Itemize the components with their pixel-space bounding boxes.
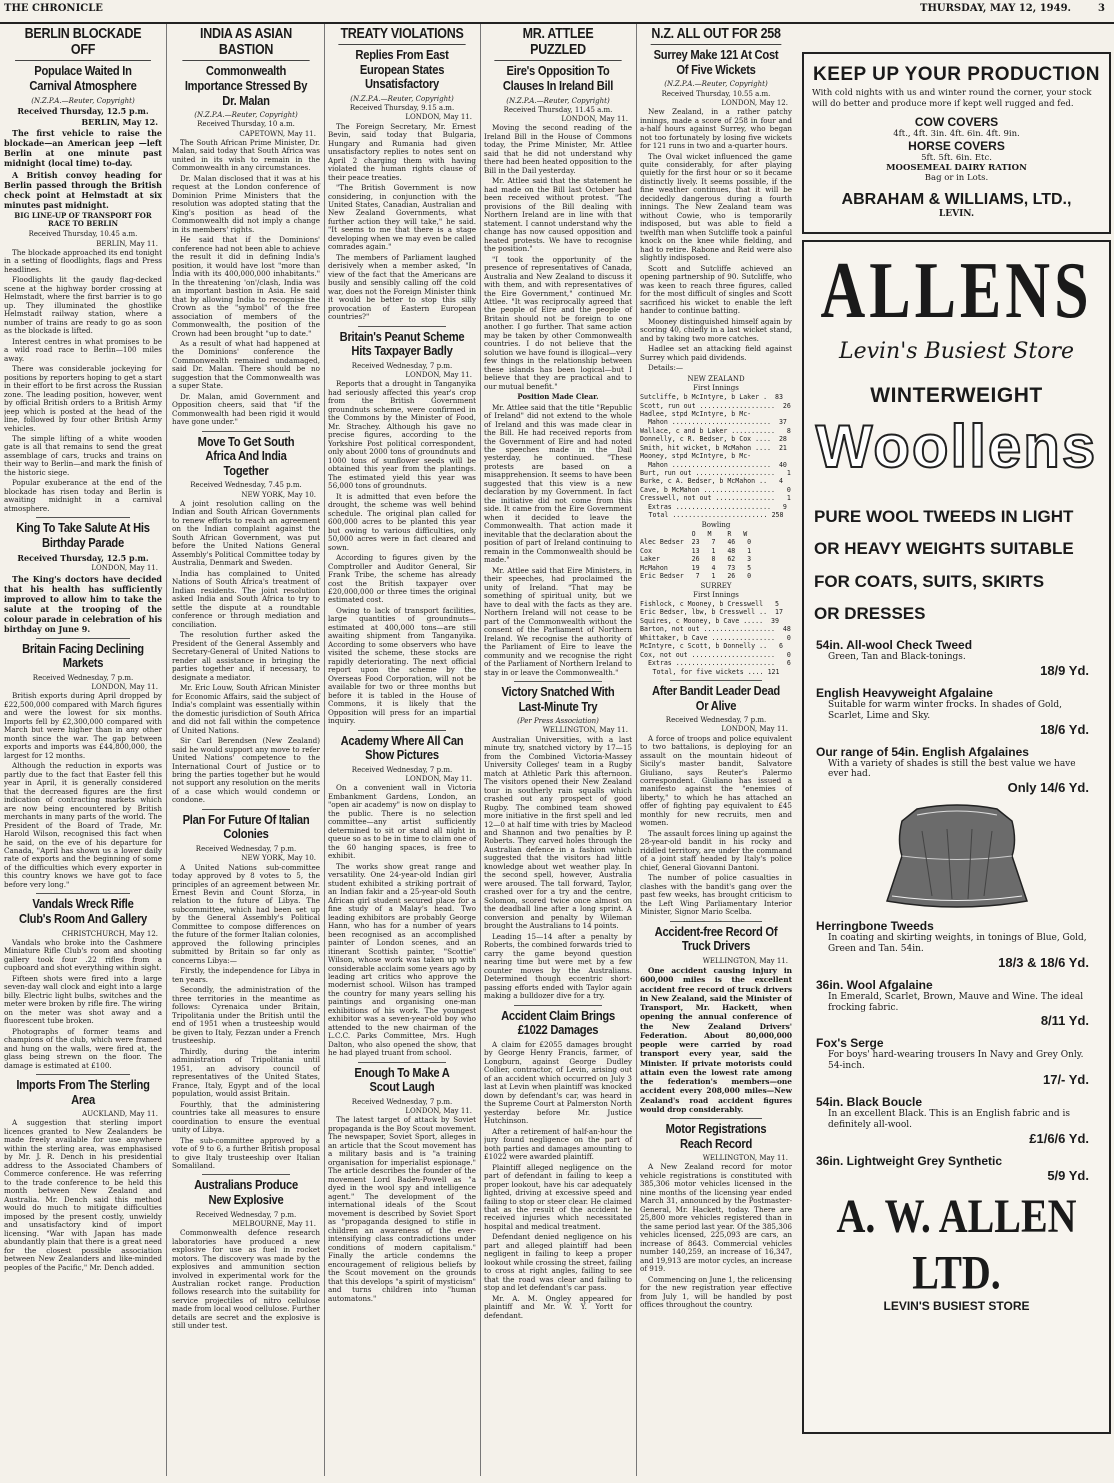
paragraph: He said that if the Dominions' conference had not been able to achieve the result it did in defining India's position, it would have lost "more than India with its 400,000,000 inhabitants." In the threatening 'on'/clash, India was an important bastion in Asia. He said that by allowing India to recognise the Crown as the "symbol" of the free association of members of the Commonwealth, the position of the Crown had been brought "up to date." xyxy=(172,235,320,338)
scorecard-nz: Sutcliffe, b McIntyre, b Laker . 83 Scott, run out ................... 26 Hadlee, stpd McIntyre, b Mc- Mahon ......................... 37 Wallace, c and b Laker ........... 8 Donnelly, c R. Bedser, b Cox .... 28 Smith, hit wicket, b McMahon .... 21 Mooney, stpd McIntyre, b Mc- Mahon ......................... 40 Burt, run out .................... 1 Burke, c A. Bedser, b McMahon .. 4 Cave, b McMahon .................. 0 Cresswell, not out ............... 1 Extras ........................ 9 xyxy=(640,393,791,511)
advertiser-town: LEVIN. xyxy=(938,209,975,220)
paper-name: THE CHRONICLE xyxy=(4,3,103,14)
column-2 xyxy=(172,24,325,1476)
dateline: (N.Z.P.A.—Reuter, Copyright) xyxy=(194,111,298,120)
paragraph: The members of Parliament laughed derisively when a member asked, "In view of the fact that the Americans are busily and sensibly calling off the cold war, does not the Foreign Minister think it would be better to stop this silly provocation of Eastern European countries?" xyxy=(328,252,476,322)
promo-line: FOR COATS, SUITS, SKIRTS xyxy=(814,571,1045,591)
item-price: 5/9 Yd. xyxy=(1047,1167,1089,1183)
headline: King To Take Salute At His Birthday Parade xyxy=(16,520,150,550)
received: Received Wednesday, 7 p.m. xyxy=(195,845,297,854)
received: Received Thursday, 12.5 p.m. xyxy=(17,553,149,564)
kicker: TREATY VIOLATIONS xyxy=(338,26,465,45)
paragraph: After a retirement of half-an-hour the jury found negligence on the part of both parties and damages amounting to £1022 were awarded plaintiff. xyxy=(484,1126,632,1162)
column-1 xyxy=(4,24,167,1476)
headline: Surrey Make 121 At Cost Of Five Wickets xyxy=(653,47,779,77)
advert-abraham-williams xyxy=(802,52,1111,234)
item xyxy=(804,686,1109,737)
received: Received Thursday, 10.45 a.m. xyxy=(28,230,138,239)
article-motor-registrations xyxy=(640,1122,792,1310)
promo-line: PURE WOOL TWEEDS IN LIGHT xyxy=(814,507,1074,526)
paragraph: One accident causing injury in 600,000 miles is the excellent accident free record of truck drivers in New Zealand, said the Minister of Transport, Mr. Hackett, when opening the annual conference of the New Zealand Drivers' Federation. About 80,000,000 people were carried by road transport every year, said the Minister. If private motorists could attain even the lowest rate among the federation's members—one accident every 208,000 miles—New Zealand's road accident figures would drop considerably. xyxy=(640,966,792,1114)
paragraph: Plaintiff alleged negligence on the part of defendant in failing to keep a proper lookout, have his car adequately lighted, driving at excessive speed and failing to stop or steer clear. He claimed that as the result of the accident he received injuries which necessitated hospital and medical treatment. xyxy=(484,1162,632,1231)
divider xyxy=(202,431,291,432)
paragraph: The latest target of attack by Soviet propaganda is the Boy Scout movement. The newspaper, Soviet Sport, alleges in an article that the Scout movement has a military basis and is "a training organisation for imperialist espionage." The article describes the founder of the movement Lord Baden-Powell as "a dyed in the wool spy and intelligence agent." The development of the international ideals of the Scout movement is described by Soviet Sport as "propaganda designed to stifle in children an awareness of the ever-intensifying class contradictions under conditions of modern capitalism." Finally the article condemns the encouragement of religious beliefs by the Scout movement on the grounds that this develops "a spirit of mysticism" and turns children into "human automatons." xyxy=(328,1115,476,1303)
item-desc: Green, Tan and Black-tonings. xyxy=(828,652,966,663)
item-price: 17/- Yd. xyxy=(1042,1071,1089,1087)
article-italian-colonies xyxy=(172,813,320,1171)
paragraph: The resolution further asked the President of the General Assembly and Secretary-General of United Nations to render all assistance in bringing the parties together and, if necessary, to designate a mediator. xyxy=(172,630,320,682)
paragraph: On a convenient wall in Victoria Embankment Gardens, London, an "open air academy" is now on display to the public. There is no selection committee—any artist sufficiently determined to sit or stand all night in queue so as to be in time to claim one of the 60 hanging spaces, is free to exhibit. xyxy=(328,783,476,861)
paragraph: The number of police casualties in clashes with the bandit's gang over the past few weeks, has brought criticism to the Left Wing Parliamentary Interior Minister, Signor Mario Scelba. xyxy=(640,873,792,917)
paragraph: According to figures given by the Comptroller and Auditor General, Sir Frank Tribe, the scheme has already cost the British taxpayer over £20,000,000 or three times the original estimated cost. xyxy=(328,553,476,605)
paragraph: The King's doctors have decided that his health has sufficiently improved to allow him to take the salute at the trooping of the colour parade in celebration of his birthday on June 9. xyxy=(4,573,162,634)
article-cricket xyxy=(640,26,792,676)
paragraph: Interest centres in what promises to be a wild road race to Berlin—100 miles away. xyxy=(4,336,162,363)
article-berlin-blockade xyxy=(4,26,162,513)
divider xyxy=(358,730,447,731)
location: LONDON, May 11. xyxy=(561,115,628,124)
kicker: MR. ATTLEE PUZZLED xyxy=(494,26,621,61)
brand-logo: ALLENS xyxy=(820,246,1093,336)
article-last-minute-try xyxy=(484,685,632,1001)
paragraph: Dr. Malan, amid Government and Opposition cheers, said that "if the Commonwealth had been rigid it would have gone under." xyxy=(172,391,320,427)
headline: Plan For Future Of Italian Colonies xyxy=(182,811,310,842)
paragraph: A claim for £2055 damages brought by George Henry Francis, farmer, of Longburn, against George Dudley Collier, contractor, of Levin, arising out of an accident which occurred on July 3 last at Levin when plaintiff was knocked down by defendant's car, was heard in the Supreme Court at Palmerston North yesterday before Mr. Justice Hutchinson. xyxy=(484,1039,632,1126)
item-price: 18/9 Yd. xyxy=(1040,662,1089,678)
paragraph: The simple lifting of a white wooden gate is all that remains to send the great assemblage of cars, trucks and trains on their way to Berlin—and mark the finish of the historic siege. xyxy=(4,433,162,477)
dateline: (Per Press Association) xyxy=(517,717,599,726)
received: Received Thursday, 9.15 a.m. xyxy=(349,104,455,113)
paragraph: The assault forces lining up against the 28-year-old bandit in his rocky and riddled territory, are under the command of a joint staff headed by Italy's police chief, General Giovanni Dantoni. xyxy=(640,828,792,872)
item-desc: Suitable for warm winter frocks. In shades of Gold, Scarlet, Lime and Sky. xyxy=(828,699,1062,721)
received: Received Wednesday, 7 p.m. xyxy=(351,361,453,370)
item-price: 8/11 Yd. xyxy=(1040,1013,1089,1029)
promo-woollens: Woollens xyxy=(815,413,1098,480)
team-title: SURREY xyxy=(700,581,732,590)
page-number: 3 xyxy=(1098,3,1105,14)
article-sterling-imports xyxy=(4,1078,162,1272)
paragraph: Photographs of former teams and champions of the club, which were framed and hung on the walls, were fired at, the glass being strewn on the floor. The damage is estimated at £100. xyxy=(4,1026,162,1070)
headline: Eire's Opposition To Clauses In Ireland Bill xyxy=(502,63,614,94)
paragraph: Vandals who broke into the Cashmere Miniature Rifle Club's room and shooting gallery took four .22 rifles from a cupboard and shot everything within sight. xyxy=(4,937,162,973)
item-price: 18/6 Yd. xyxy=(1040,721,1089,737)
paragraph: Mr. Attlee said that the title "Republic of Ireland" did not extend to the whole of Ireland and this was made clear in the Bill. He had received reports from the Government of Eire and had noted the speeches made in the Dail yesterday, he continued. "These protests are based on a misapprehension. It seems to have been suggested that this view is a new declaration by my Government. In fact the initiative did not come from this side. It came from the Eire Government when it decided to leave the Commonwealth. That action made it inevitable that the declaration about the position of part of Ireland continuing to remain in the Commonwealth should be made." xyxy=(484,402,632,565)
location: WELLINGTON, May 11. xyxy=(702,956,788,965)
headline: Accident Claim Brings £1022 Damages xyxy=(501,1007,615,1038)
cow-cover-sizes: 4ft., 4ft. 3in. 4ft. 6in. 4ft. 9in. xyxy=(893,129,1020,140)
location: LONDON, May 11. xyxy=(405,371,472,380)
article-rifle-club xyxy=(4,897,162,1070)
paragraph: Secondly, the administration of the three territories in the meantime as follows: Cyrenaica under Britain, Tripolitania under the British until the end of 1951 when a trusteeship would be given to Italy, Fezzan under a French trusteeship. xyxy=(172,985,320,1046)
headline: Move To Get South Africa And India Together xyxy=(197,433,295,478)
item-name: 54in. Black Boucle xyxy=(816,1094,923,1109)
location: BERLIN, May 11. xyxy=(96,239,158,248)
article-accident-claim xyxy=(484,1009,632,1321)
headline: Commonwealth Importance Stressed By Dr. Malan xyxy=(184,63,308,108)
article-malan xyxy=(172,26,320,427)
item-name: 36in. Lightweight Grey Synthetic xyxy=(816,1153,1003,1168)
divider xyxy=(670,680,761,681)
brand-tagline: Levin's Busiest Store xyxy=(838,339,1075,364)
item xyxy=(804,1036,1109,1087)
item xyxy=(804,745,1109,796)
received: Received Wednesday, 7 p.m. xyxy=(351,1097,453,1106)
kicker: INDIA AS ASIAN BASTION xyxy=(182,26,309,61)
received: Received Wednesday, 7 p.m. xyxy=(665,716,767,725)
location: WELLINGTON, May 11. xyxy=(702,1154,788,1163)
advert-headline: KEEP UP YOUR PRODUCTION xyxy=(812,64,1101,85)
item-name: Our range of 54in. English Afgalaines xyxy=(816,744,1029,759)
section-subhead: Position Made Clear. xyxy=(517,392,599,402)
headline: Enough To Make A Scout Laugh xyxy=(354,1064,450,1095)
issue-date: THURSDAY, MAY 12, 1949. xyxy=(920,3,1072,14)
paragraph: Hadlee set an attacking field against Surrey which paid dividends. xyxy=(640,344,792,362)
fabric-illustration xyxy=(862,801,1052,911)
article-academy xyxy=(328,734,476,1058)
advert-body: With cold nights with us and winter round the corner, your stock will do better and produce more if kept well rugged and fed. xyxy=(812,88,1092,109)
received: Received Thursday, 11.45 a.m. xyxy=(503,105,613,114)
paragraph: Leading 15—14 after a penalty by Roberts, the combined forwards tried to carry the game beyond question nearing time but were met by a few counter moves by the Australians. Determined though eccentric short-passing efforts ended with Taylor again making a bulldozer dive for a try. xyxy=(484,931,632,1001)
received: Received Wednesday, 7 p.m. xyxy=(32,673,134,682)
paragraph: Thirdly, during the interim administration of Tripolitania until 1951, an advisory council of representatives of the United States, France, Italy, Egypt and of the local population, would assist Britain. xyxy=(172,1046,320,1099)
paragraph: "I took the opportunity of the presence of representatives of Canada, Australia and New Zealand to discuss it with them, and with representatives of the Eire Government," continued Mr. Attlee. "It was reciprocally agreed that the people of Eire and the people of Britain should not be foreign to one another. I go further. That same action may be taken by other Commonwealth countries. I do not believe that the solution we have found is illogical—very few things in the relationship between these islands has been logical—but I believe that they are practical and to our mutual benefit." xyxy=(484,254,632,391)
item-price: Only 14/6 Yd. xyxy=(1007,780,1089,796)
column-4 xyxy=(484,24,637,1476)
paragraph: A British convoy heading for Berlin passed through the British check point at Helmstadt at six minutes past midnight. xyxy=(4,169,162,210)
item-price: 18/3 & 18/6 Yd. xyxy=(998,954,1089,970)
paragraph: Commencing on June 1, the relicensing for the new registration year effective from July 1, will be handled by post offices throughout the country. xyxy=(640,1274,792,1310)
paragraph: Dr. Malan disclosed that it was at his request at the London conference of Dominion Prime Ministers that the resolution was adopted stating that the King's position as head of the Commonwealth did not imply a change in its members' rights. xyxy=(172,173,320,234)
paragraph: New Zealand, in a rather patchy innings, made a score of 258 in four and a-half hours against Surrey, who began not too fortunately by losing five wickets for 121 runs in two and a-quarter hours. xyxy=(640,107,792,151)
bowling-table: O M R W Alec Bedser 23 7 46 0 Cox 13 1 48 1 Laker 26 8 62 3 McMahon 19 4 73 5 Eric Bedser 7 1 26 0 xyxy=(640,529,752,581)
location: NEW YORK, May 10. xyxy=(241,490,316,499)
headline: Britain's Peanut Scheme Hits Taxpayer Badly xyxy=(339,328,465,359)
item-desc: For boys' hard-wearing trousers In Navy and Grey Only. 54-inch. xyxy=(828,1050,1084,1072)
paragraph: Firstly, the independence for Libya in ten years. xyxy=(172,966,320,984)
divider xyxy=(202,1174,291,1175)
received: Received Wednesday, 7 p.m. xyxy=(351,765,453,774)
divider xyxy=(670,1118,761,1119)
article-peanut-scheme xyxy=(328,330,476,726)
paragraph: Floodlights lit the gaudy flag-decked scene at the highway border crossing at Helmstadt, where the first barrier is to go up. They illuminated the ghostlike Helmstadt railway station, where a number of trains are ready to go as soon as the blockade is lifted. xyxy=(4,275,162,336)
location: LONDON, May 11. xyxy=(405,113,472,122)
item-price: £1/6/6 Yd. xyxy=(1029,1130,1089,1146)
location: WELLINGTON, May 11. xyxy=(542,726,628,735)
headline: Accident-free Record Of Truck Drivers xyxy=(654,923,778,954)
divider xyxy=(358,326,447,327)
paragraph: A force of troops and police equivalent to two battalions, is deploying for an assault on the mountain hideout of Sicily's master bandit, Salvatore Giuliano, says Reuter's Palermo correspondent. Giuliano has issued a manifesto against the "enemies of liberty," to which he has attached an offer of fighting pay equivalent to £45 monthly for new recruits, men and women. xyxy=(640,733,792,828)
item-name: Fox's Serge xyxy=(816,1036,884,1051)
item xyxy=(804,978,1109,1029)
paragraph: Moving the second reading of the Ireland Bill in the House of Commons today, the Prime Minister, Mr. Attlee said that he did not understand why there had been heated opposition to the Bill in the Dail yesterday. xyxy=(484,123,632,175)
article-truck-drivers xyxy=(640,925,792,1114)
item-desc: In Emerald, Scarlet, Brown, Mauve and Wine. The ideal frocking fabric. xyxy=(828,991,1084,1013)
advert-allens xyxy=(802,240,1111,1434)
paragraph: Although the reduction in exports was partly due to the fact that Easter fell this year in April, it is generally considered that the decreased figures are the first indication of contracting markets which are now being encountered by British merchants in many parts of the world. The President of the Board of Trade, Mr. Harold Wilson, recognised this fact when he said, on the eve of his departure for Canada, "April has shown us a lower daily rate of exports and the beginning of some of the difficulties which every exporter in this country knows we have got to face before very long." xyxy=(4,761,162,889)
location: AUCKLAND, May 11. xyxy=(82,1110,158,1119)
advertiser-name: ABRAHAM & WILLIAMS, LTD., xyxy=(841,191,1072,209)
promo-title: WINTERWEIGHT xyxy=(870,384,1043,407)
paragraph: A United Nations sub-committee today approved by 8 votes to 5, the principles of an agreement between Mr. Ernest Bevin and Count Sforza, in relation to the future of Libya. The subcommittee, which had been set up by the General Assembly's Political Committee to compose differences on the future of the former Italian colonies, approved the following principles submitted by Britain so far only as concerns Libya:— xyxy=(172,862,320,965)
received: Received Wednesday, 7 p.m. xyxy=(195,1210,297,1219)
item-name: English Heavyweight Afgalaine xyxy=(816,685,993,700)
paragraph: Mr. Eric Louw, South African Minister for Economic Affairs, said the subject of India's complaint was essentially within the domestic jurisdiction of South Africa and did not fall within the competence of United Nations. xyxy=(172,683,320,735)
advertiser-slogan: LEVIN'S BUSIEST STORE xyxy=(883,1298,1030,1313)
item xyxy=(804,638,1109,678)
dateline: (N.Z.P.A.—Reuter, Copyright) xyxy=(664,80,768,89)
kicker: N.Z. ALL OUT FOR 258 xyxy=(651,26,782,45)
product-ration: MOOSEMEAL DAIRY RATION xyxy=(886,163,1027,174)
innings-title: First Innings xyxy=(693,590,739,599)
article-explosive xyxy=(172,1178,320,1330)
promo-line: OR HEAVY WEIGHTS SUITABLE xyxy=(814,539,1074,559)
dateline: (N.Z.P.A.—Reuter, Copyright) xyxy=(31,96,135,105)
item-name: 54in. All-wool Check Tweed xyxy=(816,638,973,653)
item-desc: In coating and skirting weights, in tonings of Blue, Gold, Green and Tan. 54in. xyxy=(828,933,1087,954)
location: BERLIN, May 12. xyxy=(81,116,158,127)
paragraph: Australian Universities, with a last minute try, snatched victory by 17—15 from the Combined Victoria-Massey University Colleges' team in a Rugby match at Athletic Park this afternoon. The visitors opened their New Zealand tour in southerly rain squalls which crashed out any prospect of good Rugby. The combined team showed more initiative in the first spell and led 12—0 at half time with tries by Macleod and Shannon and two penalties by P. Roberts. They carved holes through the Australian defence in a fashion which suggested that the visitors had little knowledge about wet weather play. In the second spell, however, Australia were aroused. The tall forward, Taylor, crashed over for a try and the centre, Solomon, scored twice once almost on the deadball line after a long sprint. A conversion and penalty by Wileman brought the Australians to 14 points. xyxy=(484,734,632,931)
item-desc: With a variety of shades is still the best value we have ever had. xyxy=(828,758,1076,780)
dateline: (N.Z.P.A.—Reuter, Copyright) xyxy=(350,94,454,103)
paragraph: Mr. Attlee said that Eire Ministers, in their speeches, had proclaimed the unity of Ireland. "That may be something of spiritual unity, but we have to deal with the facts as they are. Northern Ireland will not cease to be part of the Commonwealth without the consent of the Parliament of Northern Ireland. We recognise the authority of the Parliament of Eire to leave the community and we recognise the right of the Parliament of Northern Ireland to stay in or leave the Commonwealth." xyxy=(484,565,632,677)
scorecard-surrey: Fishlock, c Mooney, b Cresswell 5 Eric Bedser, lbw, b Cresswell .. 17 Squires, c Mooney, b Cave ..... 39 Barton, not out .................. 48 Whittaker, b Cave ................ 0 McIntyre, c Scott, b Donnelly .. 6 Cox, not out ..................... 0 Extras ......................... 6 xyxy=(640,600,791,668)
received: Received Thursday, 10.55 a.m. xyxy=(661,89,771,98)
paragraph: Reports that a drought in Tanganyika had seriously affected this year's crop from the British Government groundnuts scheme, were confirmed in the Commons by the Minister of Food, Mr. Strachey. Although his gave no precise figures, according to the Yorkshire Post political correspondent, only about 2000 tons of groundnuts and 1000 tons of sunflower seeds will be obtained this year from the plantings. The estimated yield this year was 56,000 tons of groundnuts. xyxy=(328,379,476,491)
paragraph: Owing to lack of transport facilities, large quantities of groundnuts—estimated at 400,000 tons—are still awaiting shipment from Tanganyika. According to some observers who have visited the scheme, these stocks are rapidly deteriorating. The next official report upon the scheme by the Overseas Food Corporation, will not be available for two or three months but before it is tabled in the House of Commons, it is likely that the Opposition will press for an impartial inquiry. xyxy=(328,605,476,726)
location: LONDON, May 12. xyxy=(721,98,788,107)
paragraph: A suggestion that sterling import licences granted to New Zealanders be made freely available for use anywhere within the sterling area, was emphasised by Mr. J. R. Dench in his presidential address to the Associated Chambers of Commerce conference. He was referring to the trade conference to be held this month between New Zealand and Australia. Mr. Dench said this method would do much to mitigate difficulties imposed by the present costly, unwieldy and unsatisfactory kind of import licensing. "War with Japan has made abundantly plain that there is a great need for the closest possible association between New Zealanders and like-minded peoples of the Pacific," Mr. Dench added. xyxy=(4,1118,162,1272)
paragraph: British exports during April dropped by £22,500,000 compared with March figures and were the lowest for six months. Imports fell by £2,300,000 compared with March but were higher than in any other month since the war. The gap between exports and imports was £44,800,000, the largest for 12 months. xyxy=(4,691,162,760)
headline: Imports From The Sterling Area xyxy=(16,1077,150,1107)
location: LONDON, May 11. xyxy=(721,725,788,734)
paragraph: India has complained to United Nations of South Africa's treatment of Indian residents. The joint resolution asked India and South Africa to try to settle the dispute at a roundtable conference or through mediation and conciliation. xyxy=(172,568,320,629)
item-name: 36in. Wool Afgalaine xyxy=(816,977,933,992)
location: CHRISTCHURCH, May 12. xyxy=(61,929,158,938)
promo-description xyxy=(804,501,1109,630)
horse-cover-sizes: 5ft. 5ft. 6in. Etc. xyxy=(921,153,992,164)
item xyxy=(804,1154,1109,1183)
paragraph: Commonwealth defence research laboratories have produced a new explosive for use as fuel in rocket motors. The discovery was made by the explosives and ammunition section involved in experimental work for the Australian rocket range. Production follows research into the suitability for service projectiles of nitro cellulose made from local wood cellulose. Further details are secret and the explosive is still under test. xyxy=(172,1228,320,1331)
paragraph: Mr. Attlee said that the statement he had made on the Bill last October had been received without protest. "The provisions of the Bill dealing with Northern Ireland are in line with that statement. I cannot understand why the change has now caused opposition and heated protests. We have to recognise the position." xyxy=(484,176,632,254)
masthead xyxy=(0,0,1114,24)
paragraph: A joint resolution calling on the Indian and South African Governments to renew efforts to reach an agreement on the Indian complaint against the South African Government, was put before the United Nations General Assembly's Political Committee today by Australia, Denmark and Sweden. xyxy=(172,498,320,568)
headline: Victory Snatched With Last-Minute Try xyxy=(501,684,615,714)
paragraph: Details:— xyxy=(648,363,684,373)
location: LONDON, May 11. xyxy=(405,1107,472,1116)
headline: Academy Where All Can Show Pictures xyxy=(340,732,464,763)
column-3 xyxy=(328,24,481,1476)
innings-title: First Innings xyxy=(693,383,739,392)
paragraph: It is admitted that even before the drought, the scheme was well behind schedule. The original plan called for 600,000 acres to be planted this year but owing to various difficulties, only 50,000 acres were in fact cleared and sown. xyxy=(328,491,476,552)
total-nz: Total ........................ 258 xyxy=(648,511,784,520)
paragraph: The sub-committee approved by a vote of 9 to 6, a further British proposal to give Italy trusteeship over Italian Somaliland. xyxy=(172,1135,320,1170)
article-declining-markets xyxy=(4,642,162,890)
divider xyxy=(36,1074,131,1075)
paragraph: The blockade approached its end tonight in a setting of floodlights, flags and Press headlines. xyxy=(4,247,162,274)
article-treaty-violations xyxy=(328,26,476,322)
item-name: Herringbone Tweeds xyxy=(816,919,934,934)
divider xyxy=(670,921,761,922)
paragraph: Fourthly, that the administering countries take all measures to ensure coordination to ensure the eventual unity of Libya. xyxy=(172,1099,320,1135)
paragraph: The works show great range and versatility. One 24-year-old Indian girl student exhibited a striking portrait of an Indian fakir and a 25-year-old South African girl student secured place for a fine study of a Malay's head. Two leading exhibitors are probably George Hann, who has for a number of years been recognised as an accomplished painter of London scenes, and an itinerant Scottish painter, "Scottie" Wilson, whose work was taken up with considerable acclaim some years ago by leading art critics who approve the modernist school. Wilson has tramped the country for many years selling his paintings and organising one-man exhibitions of his work. The youngest exhibitor was a seven-year-old boy who attended to the new chairman of the L.C.C. Parks Committee, Mrs. Hugh Dalton, who also opened the show, that he had played truant from school. xyxy=(328,861,476,1058)
received: Received Thursday, 12.5 p.m. xyxy=(17,105,149,116)
bowling-title: Bowling xyxy=(701,520,731,529)
item xyxy=(804,919,1109,970)
location: MELBOURNE, May 11. xyxy=(232,1219,316,1228)
location: NEW YORK, May 10. xyxy=(241,854,316,863)
advertiser-name: A. W. ALLEN LTD. xyxy=(836,1188,1077,1299)
product-cow-covers: COW COVERS xyxy=(914,115,999,130)
divider xyxy=(36,638,131,639)
received: Received Thursday, 10 a.m. xyxy=(197,120,295,129)
headline: Vandals Wreck Rifle Club's Room And Gallery xyxy=(18,896,148,926)
paragraph: Fifteen shots were fired into a large seven-day wall clock and eight into a large billy. Electric light bulbs, switches and the meter were broken by rifle fire. The wiring on the meter was shot away and a fluorescent tube broken. xyxy=(4,973,162,1026)
divider xyxy=(36,893,131,894)
paragraph: Mooney distinguished himself again by scoring 40, chiefly in a last wicket stand, and by taking two more catches. xyxy=(640,316,792,343)
paragraph: The South African Prime Minister, Dr. Malan, said today that South Africa was united in its wish to remain in the Commonwealth in any circumstances. xyxy=(172,137,320,173)
location: LONDON, May 11. xyxy=(91,564,158,573)
paragraph: A New Zealand record for motor vehicle registrations is constituted with 385,306 motor vehicles licensed in the nine months of the licensing year ended March 31, announced by the Postmaster-General, Mr. Hackett, today. There are 25,800 more vehicles registered than in the same period last year. Of the 385,306 vehicles licensed, 225,093 are cars, an increase of 8643. Commercial vehicles number 140,259, an increase of 16,347, and 19,913 are motor cycles, an increase of 919. xyxy=(640,1162,792,1274)
headline: Replies From East European States Unsatisfactory xyxy=(355,47,449,92)
subheadline: Populace Waited In Carnival Atmosphere xyxy=(29,63,137,94)
paragraph: "The British Government is now considering, in conjunction with the United States, Canadian, Australian and New Zealand Governments, what further action they will take," he said. "It seems to me that there is a stage developing when we may even be called comrades again." xyxy=(328,183,476,252)
paragraph: There was considerable jockeying for positions by reporters hoping to get a start in their effort to be first across the Russian zone. The leading position, however, went by official British orders to a British Army jeep which is posted at the head of the line, followed by four other British Army vehicles. xyxy=(4,364,162,433)
total-surrey: Total, for five wickets .... 121 xyxy=(652,667,780,676)
divider xyxy=(36,517,131,518)
paragraph: Scott and Sutcliffe achieved an opening partnership of 90. Sutcliffe, who was keen to reach three figures, called for the most difficult of singles and Scott sacrificed his wicket to enable the left hander to continue batting. xyxy=(640,263,792,316)
article-bandit xyxy=(640,684,792,917)
divider xyxy=(202,809,291,810)
product-horse-covers: HORSE COVERS xyxy=(908,139,1005,154)
headline: Australians Produce New Explosive xyxy=(194,1177,298,1208)
headline: Britain Facing Declining Markets xyxy=(22,640,144,671)
location: CAPETOWN, May 11. xyxy=(239,129,316,138)
item xyxy=(804,1095,1109,1146)
paragraph: The Oval wicket influenced the game quite considerably, for after playing quietly for the first hour or so it became distinctly lively. It seems possible, if the fine weather continues, that it will be decidedly dangerous during a fourth innings. The New Zealand team was without Cowie, who is temporarily indisposed, but was able to field a twelfth man when Sutcliffe took a painful knock on the knee while fielding, and had to retire. Rabone and Reid were also slightly indisposed. xyxy=(640,151,792,263)
location: LONDON, May 11. xyxy=(405,775,472,784)
article-scout-laugh xyxy=(328,1066,476,1303)
paragraph: Popular exuberance at the end of the blockade has risen today and Berlin is awaiting midnight in a carnival atmosphere. xyxy=(4,478,162,513)
headline: BERLIN BLOCKADE OFF xyxy=(15,26,151,61)
paragraph: Sir Carl Berendsen (New Zealand) said he would support any move to refer United Nations' competence to the International Court of Justice or to bring the parties together but he would not support any resolution on the merits of a case which would condemn or condone. xyxy=(172,736,320,805)
dateline: (N.Z.P.A.—Reuter, Copyright) xyxy=(506,96,610,105)
paragraph: Defendant denied negligence on his part and alleged plaintiff had been negligent in failing to keep a proper lookout while crossing the street, failing to cross at right angles, failing to see that the road was clear and failing to stop and let defendant's car pass. xyxy=(484,1232,632,1293)
paragraph: The Foreign Secretary, Mr. Ernest Bevin, said today that Bulgaria, Hungary and Rumania had given unsatisfactory replies to notes sent on April 2 charging them with having violated the human rights clause of their peace treaties. xyxy=(328,121,476,182)
promo-line: OR DRESSES xyxy=(814,603,926,623)
section-subhead: BIG LINE-UP OF TRANSPORT FOR RACE TO BERLIN xyxy=(14,210,152,229)
article-king-salute xyxy=(4,521,162,633)
article-attlee xyxy=(484,26,632,677)
received: Received Wednesday, 7.45 p.m. xyxy=(190,481,302,490)
team-title: NEW ZEALAND xyxy=(687,374,745,383)
location: LONDON, May 11. xyxy=(91,683,158,692)
divider xyxy=(358,1062,447,1063)
column-5 xyxy=(640,24,792,1476)
paragraph: Mr. A. M. Ongley appeared for plaintiff and Mr. W. Y. Yortt for defendant. xyxy=(484,1293,632,1320)
article-south-africa-india xyxy=(172,435,320,805)
headline: Motor Registrations Reach Record xyxy=(665,1121,767,1151)
divider xyxy=(514,1005,603,1006)
headline: After Bandit Leader Dead Or Alive xyxy=(651,682,781,713)
paragraph: The first vehicle to raise the blockade—an American jeep —left Berlin at one minute past midnight (local time) to-day. xyxy=(4,127,162,168)
paragraph: As a result of what had happened at the Dominions' conference the Commonwealth remained undamaged, said Dr. Malan. There should be no suggestion that the Commonwealth was a super State. xyxy=(172,339,320,391)
item-desc: In an excellent Black. This is an English fabric and is definitely all-wool. xyxy=(828,1108,1070,1130)
divider xyxy=(514,681,603,682)
ration-note: Bag or in Lots. xyxy=(924,173,989,184)
